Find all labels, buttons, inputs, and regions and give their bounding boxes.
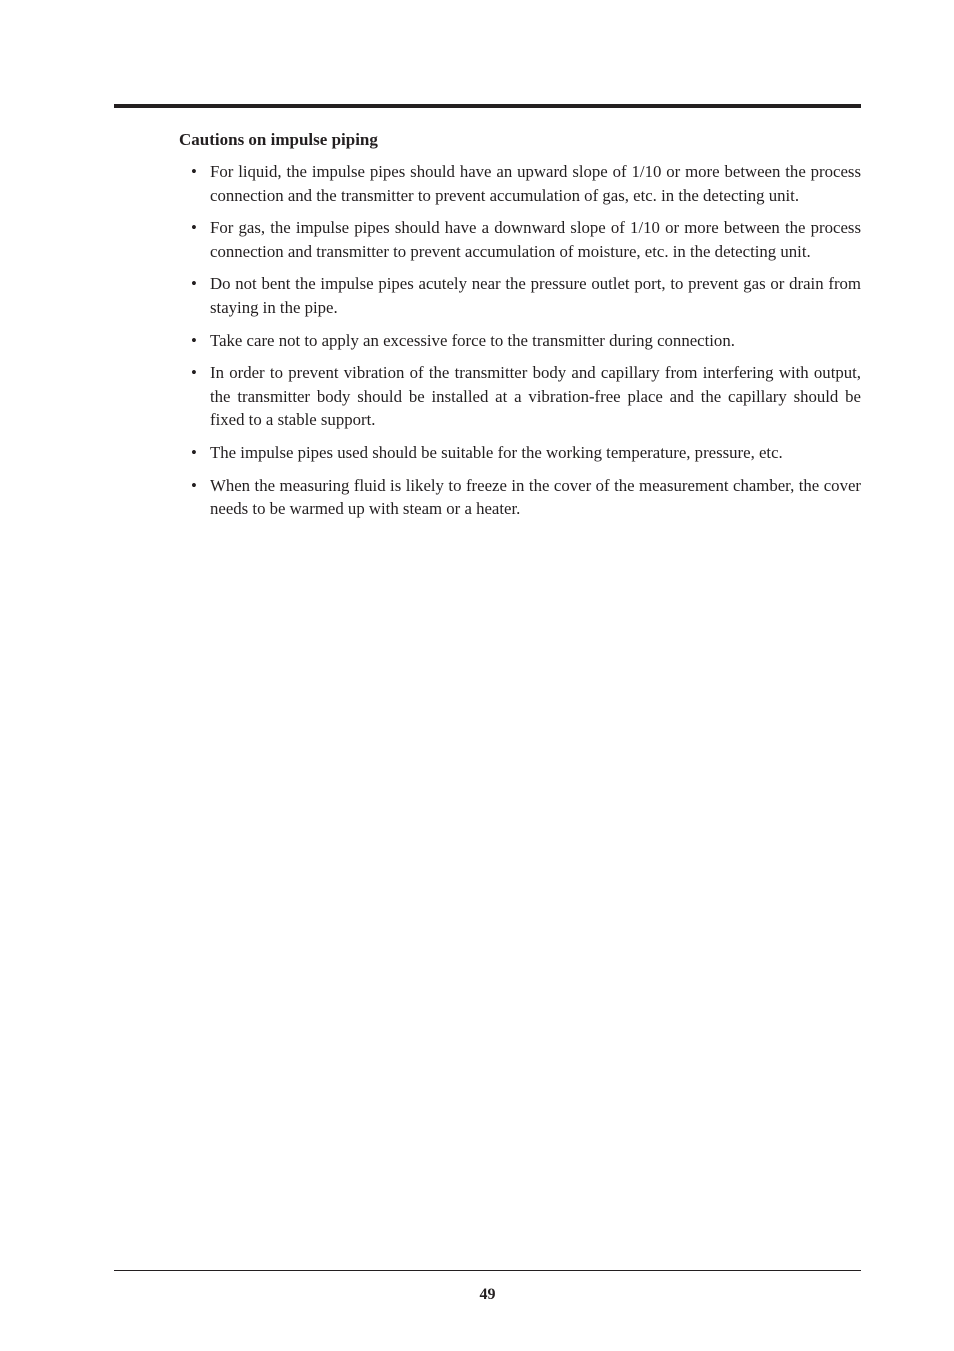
bullet-icon: • (191, 218, 197, 238)
caution-text: Do not bent the impulse pipes acutely near the pressure outlet port, to prevent gas or drain from staying in the pipe. (210, 274, 861, 317)
caution-item-6 (179, 441, 861, 465)
footer-rule (114, 1270, 861, 1271)
caution-text: In order to prevent vibration of the transmitter body and capillary from interfering with output, the transmitter body should be installed at a vibration-free place and the capillary should be fixed to a stable support. (210, 363, 861, 430)
bullet-icon: • (191, 274, 197, 294)
caution-text: When the measuring fluid is likely to freeze in the cover of the measurement chamber, the cover needs to be warmed up with steam or a heater. (210, 475, 861, 519)
bullet-icon: • (191, 442, 197, 462)
caution-item-4 (179, 329, 861, 353)
caution-item-7 (179, 474, 861, 521)
caution-list (179, 160, 861, 521)
caution-section (179, 128, 861, 530)
page-number: 49 (479, 1286, 496, 1303)
caution-item-5 (179, 361, 861, 432)
caution-text: The impulse pipes used should be suitable for the working temperature, pressure, etc. (210, 442, 783, 462)
caution-text: Take care not to apply an excessive force to the transmitter during connection. (210, 330, 735, 350)
caution-item-3 (179, 272, 861, 319)
caution-text: For gas, the impulse pipes should have a downward slope of 1/10 or more between the process connection and transmitter to prevent accumulation of moisture, etc. in the detecting unit. (210, 218, 861, 261)
bullet-icon: • (191, 162, 197, 181)
caution-item-1 (179, 160, 861, 207)
bullet-icon: • (191, 475, 197, 495)
section-heading: Cautions on impulse piping (179, 130, 378, 149)
bullet-icon: • (191, 330, 197, 350)
caution-item-2 (179, 216, 861, 263)
caution-text: For liquid, the impulse pipes should have an upward slope of 1/10 or more between the process connection and the transmitter to prevent accumulation of gas, etc. in the detecting unit. (210, 162, 861, 205)
header-rule (114, 104, 861, 108)
bullet-icon: • (191, 363, 197, 383)
